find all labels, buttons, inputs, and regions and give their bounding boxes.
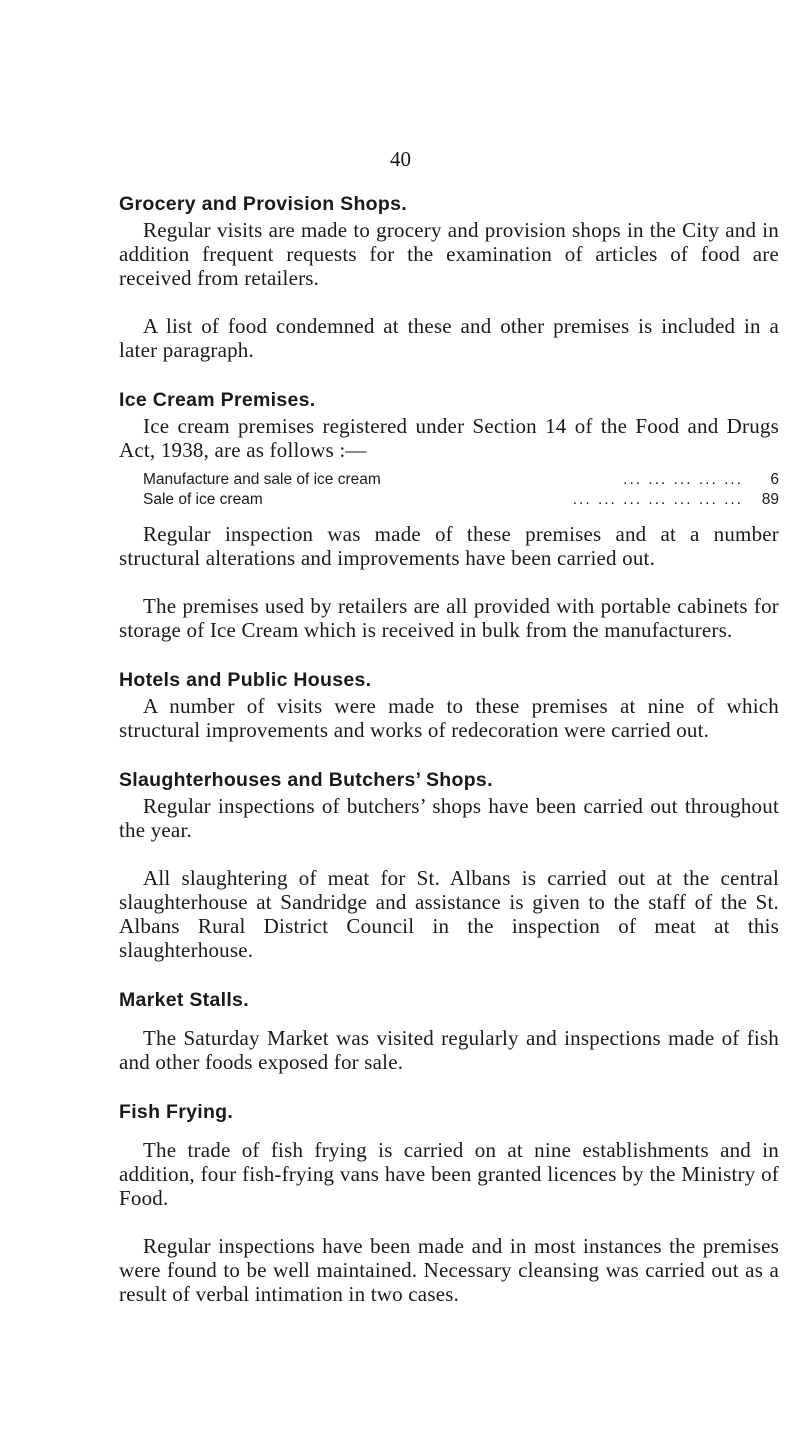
grocery-paragraph-1: Regular visits are made to grocery and provision shops in the City and in addition frequent requests for the examination of articles of food are received from retailers. bbox=[119, 218, 779, 290]
heading-market-stalls: Market Stalls. bbox=[119, 989, 249, 1011]
list-item bbox=[119, 470, 779, 490]
leader-dots: ... ... ... ... ... ... ... bbox=[572, 491, 743, 508]
page-number: 40 bbox=[390, 147, 411, 171]
leader-dots: ... ... ... ... ... bbox=[623, 471, 743, 488]
list-item-label: Sale of ice cream bbox=[143, 491, 263, 508]
ice-cream-premises-list bbox=[119, 470, 779, 510]
list-item-value: 6 bbox=[770, 471, 779, 488]
slaughter-paragraph-2: All slaughtering of meat for St. Albans is carried out at the central slaughterhouse at Sandridge and assistance is given to the staff of the St. Albans Rural District Council in the inspection of meat at this slaughterhouse. bbox=[119, 866, 779, 962]
list-item bbox=[119, 490, 779, 510]
list-item-value: 89 bbox=[761, 491, 779, 508]
heading-grocery: Grocery and Provision Shops. bbox=[119, 193, 407, 215]
list-item-label: Manufacture and sale of ice cream bbox=[143, 471, 381, 488]
heading-slaughterhouses: Slaughterhouses and Butchers’ Shops. bbox=[119, 769, 493, 791]
fish-paragraph-1: The trade of fish frying is carried on at nine establishments and in addition, four fish-frying vans have been granted licences by the Ministry of Food. bbox=[119, 1138, 779, 1210]
slaughter-paragraph-1: Regular inspections of butchers’ shops have been carried out throughout the year. bbox=[119, 794, 779, 842]
ice-cream-paragraph-2: Regular inspection was made of these premises and at a number structural alterations and improvements have been carried out. bbox=[119, 522, 779, 570]
fish-paragraph-2: Regular inspections have been made and in most instances the premises were found to be well maintained. Necessary cleansing was carried out as a result of verbal intimation in two cases. bbox=[119, 1234, 779, 1306]
grocery-paragraph-2: A list of food condemned at these and other premises is included in a later paragraph. bbox=[119, 314, 779, 362]
heading-fish-frying: Fish Frying. bbox=[119, 1101, 234, 1123]
market-paragraph-1: The Saturday Market was visited regularly and inspections made of fish and other foods exposed for sale. bbox=[119, 1026, 779, 1074]
heading-hotels: Hotels and Public Houses. bbox=[119, 669, 372, 691]
hotels-paragraph-1: A number of visits were made to these premises at nine of which structural improvements and works of redecoration were carried out. bbox=[119, 694, 779, 742]
document-body bbox=[119, 190, 779, 1306]
ice-cream-paragraph-3: The premises used by retailers are all provided with portable cabinets for storage of Ice Cream which is received in bulk from the manufacturers. bbox=[119, 594, 779, 642]
heading-ice-cream: Ice Cream Premises. bbox=[119, 389, 316, 411]
ice-cream-paragraph-1: Ice cream premises registered under Section 14 of the Food and Drugs Act, 1938, are as follows :— bbox=[119, 414, 779, 462]
